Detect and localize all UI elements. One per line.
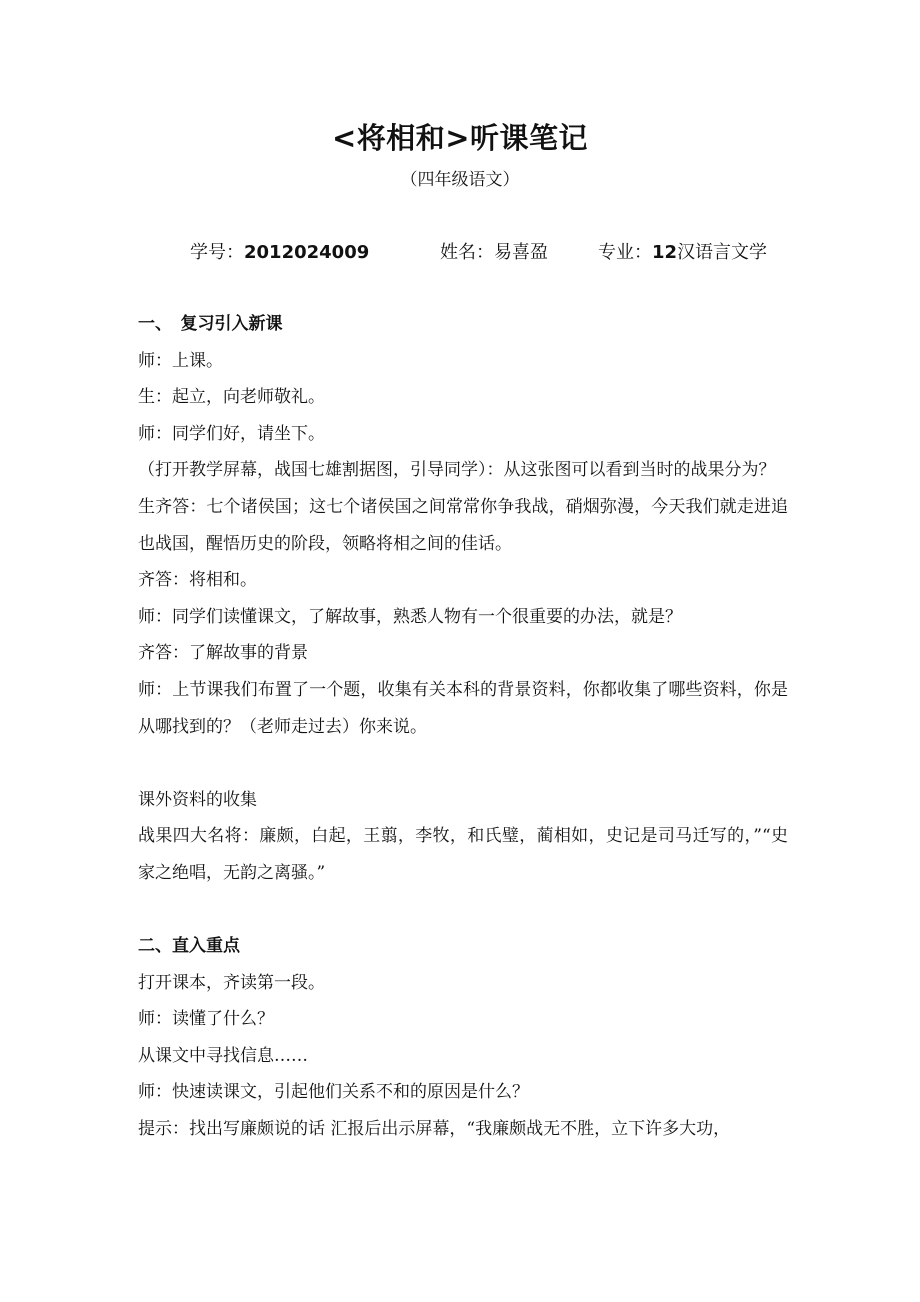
document-subtitle: （四年级语文） bbox=[400, 170, 520, 190]
student-name bbox=[440, 238, 548, 264]
student-major-label: 专业： bbox=[598, 242, 652, 263]
section-heading: 二、直入重点 bbox=[138, 936, 240, 957]
paragraph: 战果四大名将：廉颇，白起，王翦，李牧，和氏璧，蔺相如，史记是司马迁写的，”“史家之绝唱，无韵之离骚。” bbox=[138, 826, 788, 883]
paragraph: 师：同学们读懂课文，了解故事，熟悉人物有一个很重要的办法，就是？ bbox=[138, 606, 682, 627]
student-major-number: 12 bbox=[652, 242, 678, 263]
paragraph: 提示：找出写廉颇说的话 汇报后出示屏幕，“我廉颇战无不胜，立下许多大功， bbox=[138, 1119, 731, 1140]
student-major-text: 汉语言文学 bbox=[677, 242, 768, 263]
paragraph: 师：同学们好，请坐下。 bbox=[138, 423, 325, 444]
blank-line bbox=[138, 745, 788, 782]
paragraph: 课外资料的收集 bbox=[138, 789, 257, 810]
section-heading: 一、 复习引入新课 bbox=[138, 314, 283, 334]
paragraph: 齐答：了解故事的背景 bbox=[138, 643, 308, 664]
paragraph: 齐答：将相和。 bbox=[138, 570, 257, 591]
paragraph: 师：读懂了什么？ bbox=[138, 1009, 274, 1030]
student-id-label: 学号： bbox=[190, 242, 244, 263]
paragraph: 从课文中寻找信息…… bbox=[138, 1045, 308, 1066]
document-body bbox=[138, 306, 788, 1148]
paragraph: 师：上课。 bbox=[138, 350, 223, 371]
student-id bbox=[190, 238, 369, 264]
student-name-label: 姓名： bbox=[440, 242, 494, 263]
document-title: <将相和>听课笔记 bbox=[331, 121, 589, 155]
paragraph: 师：快速读课文，引起他们关系不和的原因是什么？ bbox=[138, 1082, 529, 1103]
paragraph: 打开课本，齐读第一段。 bbox=[138, 972, 325, 993]
blank-line bbox=[138, 892, 788, 929]
student-major bbox=[598, 238, 767, 264]
student-id-value: 2012024009 bbox=[244, 242, 370, 263]
paragraph: 生齐答：七个诸侯国；这七个诸侯国之间常常你争我战，硝烟弥漫，今天我们就走进追也战国，醒悟历史的阶段，领略将相之间的佳话。 bbox=[138, 496, 788, 554]
paragraph: （打开教学屏幕，战国七雄割据图，引导同学）：从这张图可以看到当时的战果分为？ bbox=[138, 460, 776, 481]
paragraph: 生：起立，向老师敬礼。 bbox=[138, 387, 325, 408]
student-info-row bbox=[0, 238, 920, 264]
paragraph: 师：上节课我们布置了一个题，收集有关本科的背景资料，你都收集了哪些资料，你是从哪找到的？（老师走过去）你来说。 bbox=[138, 679, 788, 737]
student-name-value: 易喜盈 bbox=[494, 242, 548, 263]
